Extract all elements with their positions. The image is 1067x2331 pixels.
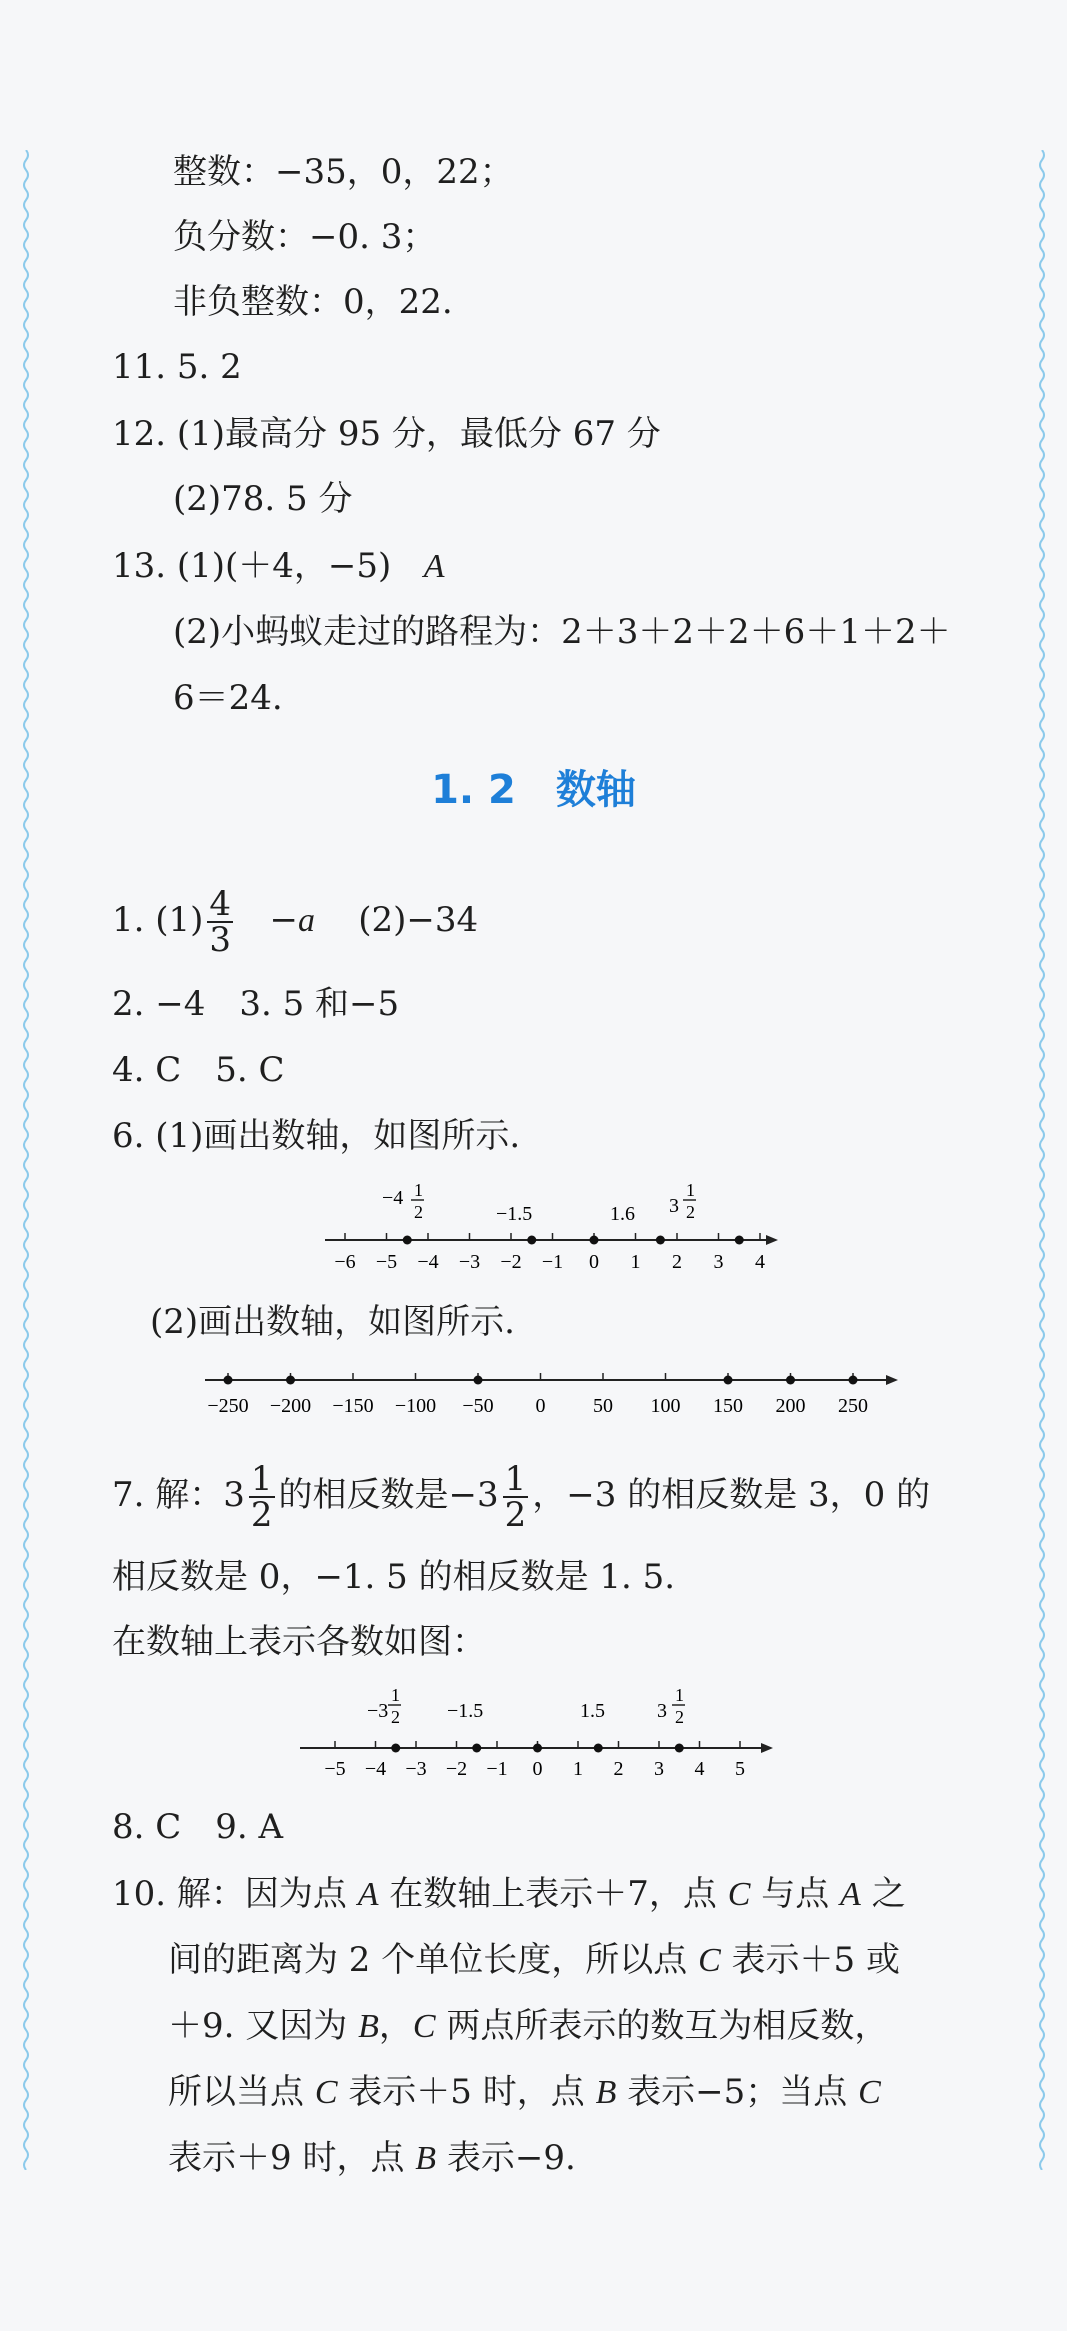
answer-7-mid: 的相反数是−3 — [278, 1475, 499, 1515]
tick-label: 1 — [573, 1758, 583, 1780]
point-dot — [403, 1236, 412, 1245]
answer-7-line-3: 在数轴上表示各数如图： — [112, 1622, 486, 1662]
text: 与点 — [750, 1874, 841, 1914]
answer-12-part-1: 12. (1)最高分 95 分，最低分 67 分 — [112, 414, 661, 454]
tick-label: −4 — [417, 1251, 439, 1273]
left-decorative-border — [20, 150, 32, 2170]
axis3-label-d-den: 2 — [675, 1707, 684, 1727]
tick-label: −3 — [405, 1758, 427, 1780]
tick-label: −2 — [445, 1758, 468, 1780]
fraction-denominator: 2 — [250, 1495, 273, 1535]
fraction-numerator: 1 — [504, 1459, 527, 1499]
point-dot — [594, 1744, 603, 1753]
point-label: B — [358, 2008, 379, 2045]
tick-label: 50 — [593, 1395, 613, 1417]
tick-label: −100 — [394, 1395, 437, 1417]
text: 间的距离为 2 个单位长度，所以点 — [168, 1940, 699, 1980]
answer-1-variable: a — [298, 902, 315, 939]
tick-label: 150 — [713, 1395, 743, 1417]
tick-label: 0 — [532, 1758, 543, 1780]
tick-label: 2 — [613, 1758, 624, 1780]
axis1-label-a-den: 2 — [414, 1202, 423, 1222]
tick-label: 250 — [838, 1395, 868, 1417]
tick-label: −50 — [462, 1395, 494, 1417]
point-label: A — [840, 1876, 861, 1913]
point-dot — [724, 1376, 733, 1385]
answer-13-part-1 — [112, 544, 445, 589]
tick-label: 4 — [694, 1758, 705, 1780]
tick-label: 2 — [672, 1251, 682, 1273]
text: 表示＋5 或 — [720, 1940, 900, 1980]
tick-label: 3 — [654, 1758, 664, 1780]
answer-10-line-4 — [168, 2070, 881, 2115]
answer-10-line-1 — [112, 1872, 906, 1917]
point-dot — [786, 1376, 795, 1385]
answer-13-part-2-line-1: (2)小蚂蚁走过的路程为：2＋3＋2＋2＋6＋1＋2＋ — [173, 612, 951, 652]
axis1-label-a-whole: −4 — [382, 1187, 404, 1209]
fraction-denominator: 2 — [504, 1495, 527, 1535]
section-heading: 1. 2 数轴 — [431, 767, 636, 813]
tick-label: −200 — [269, 1395, 312, 1417]
axis1-label-a-num: 1 — [414, 1180, 423, 1200]
answers-8-9: 8. C 9. A — [112, 1807, 284, 1847]
point-label: B — [595, 2074, 617, 2111]
tick-label: 3 — [713, 1251, 724, 1273]
axis-arrow — [766, 1235, 778, 1245]
point-dot — [735, 1236, 744, 1245]
answer-10-line-5 — [168, 2136, 576, 2181]
text: ＋9. 又因为 — [168, 2006, 359, 2046]
tick-label: 0 — [535, 1395, 546, 1417]
point-dot — [533, 1744, 542, 1753]
axis1-label-c: 1.6 — [610, 1203, 635, 1225]
point-label: C — [858, 2074, 881, 2111]
axis3-label-c: 1.5 — [580, 1700, 605, 1722]
answer-13-letter: A — [423, 548, 445, 585]
text: 在数轴上表示＋7，点 — [378, 1874, 728, 1914]
tick-label: 4 — [755, 1251, 765, 1273]
axis3-label-b: −1.5 — [447, 1700, 484, 1722]
negative-fractions-line: 负分数：−0. 3； — [173, 217, 437, 257]
answer-6-part-2: (2)画出数轴，如图所示. — [150, 1302, 515, 1342]
tick-label: −1 — [541, 1251, 564, 1273]
text: 表示＋9 时，点 — [168, 2138, 416, 2178]
answer-11: 11. 5. 2 — [112, 347, 242, 387]
tick-label: −5 — [375, 1251, 398, 1273]
answer-13-part-2-line-2: 6＝24. — [173, 678, 283, 718]
nonnegative-integers-line: 非负整数：0，22. — [173, 282, 453, 322]
answer-13-coords: 13. (1)(＋4，−5) — [112, 546, 392, 586]
text: 两点所表示的数互为相反数， — [435, 2006, 889, 2046]
axis3-label-a-num: 1 — [391, 1685, 400, 1705]
point-dot — [474, 1376, 483, 1385]
right-decorative-border — [1036, 150, 1048, 2170]
text: 表示−9. — [436, 2138, 576, 2178]
answers-2-3: 2. −4 3. 5 和−5 — [112, 984, 400, 1024]
point-label: C — [698, 1942, 721, 1979]
answer-10-line-3 — [168, 2004, 888, 2049]
point-label: C — [314, 2074, 338, 2111]
answer-1-prefix: 1. (1) — [112, 900, 204, 940]
axis1-label-d-whole: 3 — [669, 1195, 679, 1217]
point-dot — [590, 1236, 599, 1245]
tick-label: −5 — [324, 1758, 346, 1780]
axis1-label-d-num: 1 — [686, 1180, 695, 1200]
answer-6-part-1: 6. (1)画出数轴，如图所示. — [112, 1116, 521, 1156]
answer-7-line-2: 相反数是 0，−1. 5 的相反数是 1. 5. — [112, 1557, 676, 1597]
integers-line: 整数：−35，0，22； — [173, 152, 514, 192]
answer-7-line-1 — [112, 1455, 930, 1535]
answer-7-lead: 7. 解：3 — [112, 1475, 245, 1515]
axis1-label-b: −1.5 — [496, 1203, 533, 1225]
text: 表示−5；当点 — [616, 2072, 859, 2112]
fraction-denominator: 3 — [209, 920, 232, 960]
axis3-label-a-den: 2 — [391, 1707, 400, 1727]
point-dot — [224, 1376, 233, 1385]
tick-label: −6 — [334, 1251, 356, 1273]
point-dot — [675, 1744, 684, 1753]
axis1-label-d-den: 2 — [686, 1202, 695, 1222]
text: 表示＋5 时，点 — [337, 2072, 596, 2112]
point-dot — [656, 1236, 665, 1245]
answers-4-5: 4. C 5. C — [112, 1050, 285, 1090]
fraction-numerator: 1 — [250, 1459, 273, 1499]
tick-label: −3 — [458, 1251, 481, 1273]
text: 10. 解：因为点 — [112, 1874, 358, 1914]
answer-1-negative-sign: − — [269, 900, 298, 940]
axis-arrow — [761, 1743, 773, 1753]
answer-1-fraction — [207, 884, 233, 960]
number-line-1 — [320, 1180, 780, 1280]
answer-10-line-2 — [168, 1938, 900, 1983]
axis3-label-d-whole: 3 — [657, 1700, 667, 1722]
number-line-3 — [295, 1685, 775, 1785]
wavy-line — [1040, 150, 1044, 2170]
tick-label: 100 — [650, 1395, 681, 1417]
point-label: C — [727, 1876, 751, 1913]
point-dot — [849, 1376, 858, 1385]
point-label: C — [412, 2008, 436, 2045]
answer-12-part-2: (2)78. 5 分 — [173, 479, 353, 519]
tick-label: 0 — [589, 1251, 599, 1273]
text: 之 — [860, 1874, 906, 1914]
number-line-2 — [200, 1365, 900, 1425]
answer-7-tail: ，−3 的相反数是 3，0 的 — [532, 1475, 931, 1515]
tick-label: −4 — [364, 1758, 387, 1780]
tick-label: 200 — [775, 1395, 806, 1417]
tick-label: −250 — [207, 1395, 249, 1417]
answer-7-fraction-1 — [249, 1459, 275, 1535]
axis3-label-a-whole: −3 — [367, 1700, 389, 1722]
text: 所以当点 — [168, 2072, 315, 2112]
point-dot — [527, 1236, 536, 1245]
answer-1-part-2: (2)−34 — [358, 900, 479, 940]
axis-arrow — [886, 1375, 898, 1385]
point-label: B — [415, 2140, 437, 2177]
point-dot — [391, 1744, 400, 1753]
tick-label: −150 — [332, 1395, 374, 1417]
text: ， — [378, 2006, 413, 2046]
axis3-label-d-num: 1 — [675, 1685, 684, 1705]
fraction-numerator: 4 — [209, 884, 232, 924]
point-label: A — [357, 1876, 379, 1913]
tick-label: 5 — [735, 1758, 745, 1780]
tick-label: 1 — [630, 1251, 641, 1273]
wavy-line — [24, 150, 28, 2170]
answer-1 — [112, 880, 478, 961]
point-dot — [472, 1744, 481, 1753]
tick-label: −1 — [486, 1758, 508, 1780]
tick-label: −2 — [500, 1251, 522, 1273]
point-dot — [286, 1376, 295, 1385]
answer-7-fraction-2 — [503, 1459, 529, 1535]
